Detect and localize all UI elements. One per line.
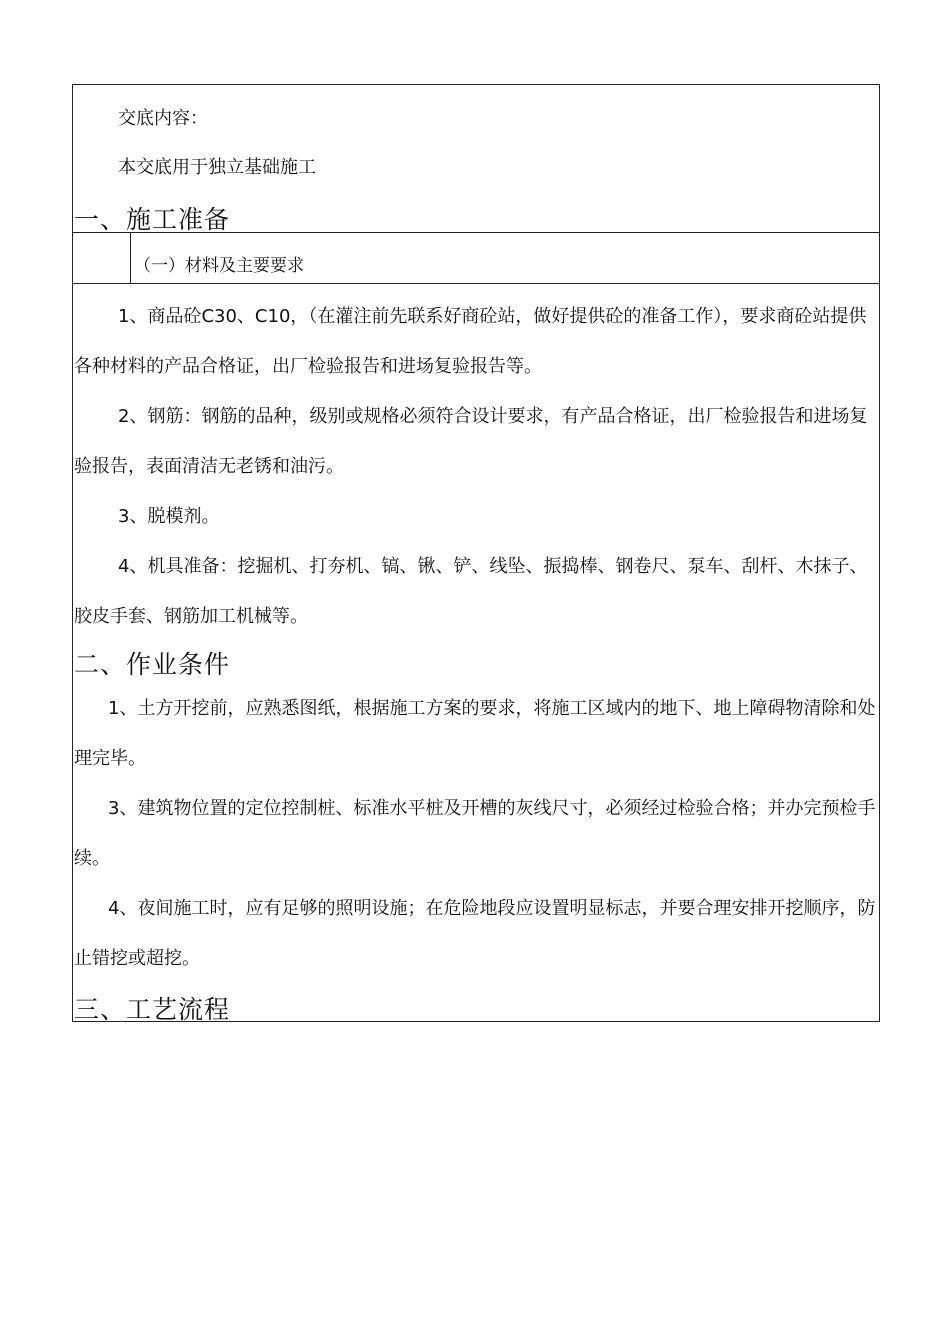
disclosure-intro: 本交底用于独立基础施工 [118, 157, 316, 178]
section-2-title: 二、作业条件 [74, 650, 231, 679]
section-1-title: 一、施工准备 [74, 205, 231, 234]
list-item: 1、土方开挖前，应熟悉图纸，根据施工方案的要求，将施工区域内的地下、地上障碍物清除和处理完毕。 [74, 698, 876, 769]
list-item: 3、建筑物位置的定位控制桩、标准水平桩及开槽的灰线尺寸，必须经过检验合格；并办完预检手续。 [74, 798, 876, 869]
section-1-body [74, 292, 879, 642]
cell-divider [130, 232, 131, 283]
left-margin-mark [72, 185, 73, 205]
row-divider [72, 283, 880, 284]
section-3-title: 三、工艺流程 [74, 995, 231, 1024]
list-item: 4、机具准备：挖掘机、打夯机、镐、锹、铲、线坠、振捣棒、钢卷尺、泵车、刮杆、木抹子、胶皮手套、钢筋加工机械等。 [74, 556, 868, 627]
list-item: 1、商品砼C30、C10，（在灌注前先联系好商砼站，做好提供砼的准备工作），要求商砼站提供各种材料的产品合格证，出厂检验报告和进场复验报告等。 [74, 306, 867, 377]
list-item: 4、夜间施工时，应有足够的照明设施；在危险地段应设置明显标志，并要合理安排开挖顺序，防止错挖或超挖。 [74, 898, 876, 969]
list-item: 2、钢筋：钢筋的品种，级别或规格必须符合设计要求，有产品合格证，出厂检验报告和进场复验报告，表面清洁无老锈和油污。 [74, 406, 868, 477]
disclosure-label: 交底内容： [118, 108, 208, 129]
section-2-body [74, 684, 879, 984]
section-1-subtitle: （一）材料及主要要求 [134, 256, 304, 276]
list-item: 3、脱模剂。 [118, 506, 220, 527]
